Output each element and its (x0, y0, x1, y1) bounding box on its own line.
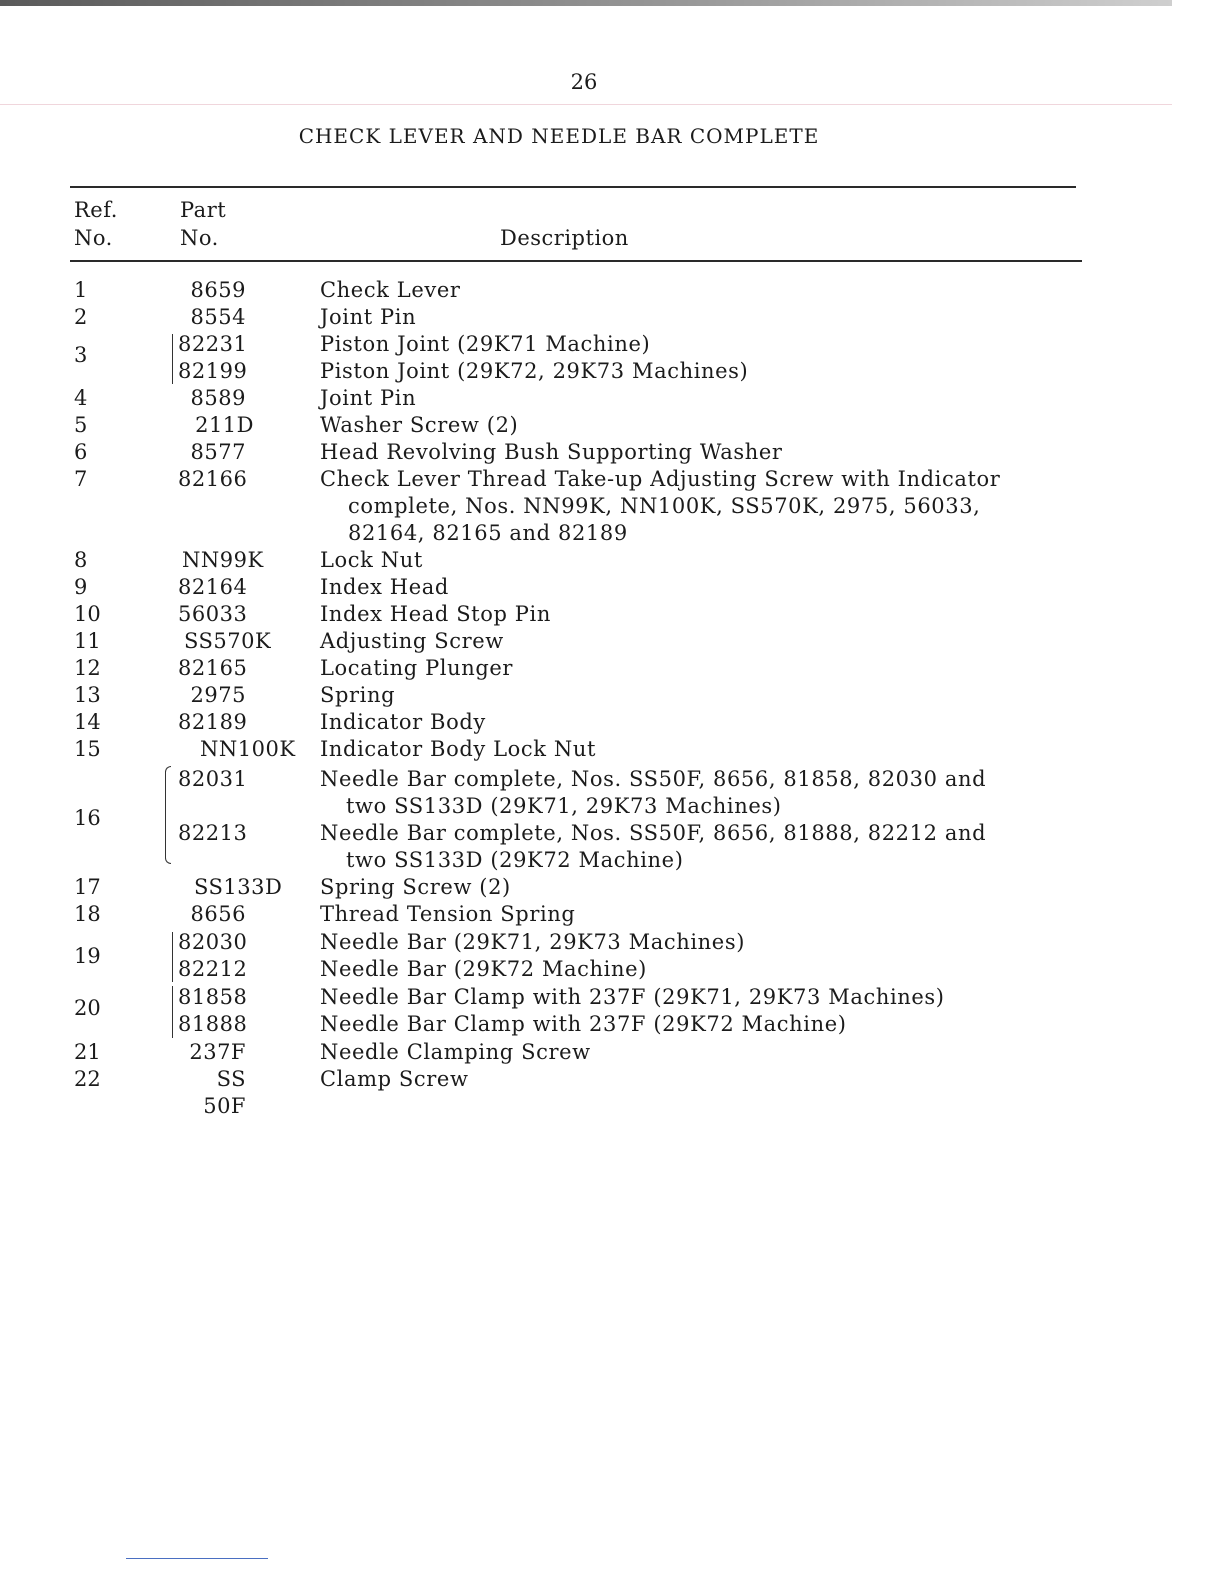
header-ref-line1: Ref. (74, 198, 118, 222)
header-ref-line2: No. (74, 226, 113, 250)
part-no: NN100K (200, 737, 296, 761)
description: Needle Bar (29K71, 29K73 Machines) (320, 930, 745, 954)
group-bracket (172, 334, 178, 384)
part-no: 82164 (178, 575, 248, 599)
table-row (0, 929, 1224, 956)
table-row (0, 766, 1224, 793)
description: Adjusting Screw (320, 629, 504, 653)
ref-no: 1 (74, 278, 88, 302)
group-brace (165, 766, 171, 864)
table-row (0, 331, 1224, 358)
table-row (0, 793, 1224, 820)
table-row (0, 709, 1224, 736)
description: Needle Bar (29K72 Machine) (320, 957, 647, 981)
description: Spring (320, 683, 396, 707)
table-row (0, 385, 1224, 412)
description: Joint Pin (320, 305, 417, 329)
ref-no: 14 (74, 710, 101, 734)
group-ref-no: 20 (74, 996, 101, 1020)
ref-no: 15 (74, 737, 101, 761)
table-row (0, 736, 1224, 763)
page-title: CHECK LEVER AND NEEDLE BAR COMPLETE (298, 124, 820, 148)
part-no: NN99K (182, 548, 264, 572)
description: Indicator Body (320, 710, 486, 734)
group-ref-no: 3 (74, 343, 88, 367)
description-continued: two SS133D (29K72 Machine) (346, 848, 684, 872)
part-no: 82189 (178, 710, 248, 734)
header-rule (0, 104, 1172, 105)
description: Thread Tension Spring (320, 902, 576, 926)
table-row (0, 466, 1224, 493)
part-no: 82166 (178, 467, 248, 491)
description: Needle Clamping Screw (320, 1040, 591, 1064)
part-no: 81888 (178, 1012, 248, 1036)
part-no: 8656 (190, 902, 246, 926)
description: Needle Bar Clamp with 237F (29K71, 29K73 Machines) (320, 985, 945, 1009)
description: Spring Screw (2) (320, 875, 511, 899)
part-no: 82030 (178, 930, 248, 954)
table-row (0, 412, 1224, 439)
ref-no: 10 (74, 602, 101, 626)
part-no: 8589 (190, 386, 246, 410)
description: Piston Joint (29K71 Machine) (320, 332, 651, 356)
part-no: 81858 (178, 985, 248, 1009)
description: Joint Pin (320, 386, 417, 410)
description: Clamp Screw (320, 1067, 469, 1091)
scan-edge (0, 0, 1172, 6)
description-continued: complete, Nos. NN99K, NN100K, SS570K, 2975, 56033, (348, 494, 981, 518)
ref-no: 5 (74, 413, 88, 437)
part-no: 8577 (190, 440, 246, 464)
description: Needle Bar complete, Nos. SS50F, 8656, 81858, 82030 and (320, 767, 987, 791)
description-continued: 82164, 82165 and 82189 (348, 521, 628, 545)
description: Lock Nut (320, 548, 423, 572)
part-no: 82031 (178, 767, 248, 791)
table-row (0, 439, 1224, 466)
part-no: 82231 (178, 332, 248, 356)
table-row (0, 493, 1224, 520)
ref-no: 7 (74, 467, 88, 491)
ref-no: 2 (74, 305, 88, 329)
table-row (0, 820, 1224, 847)
ref-no: 22 (74, 1067, 101, 1091)
ref-no: 17 (74, 875, 101, 899)
table-row (0, 277, 1224, 304)
group-ref-no: 16 (74, 806, 101, 830)
ref-no: 12 (74, 656, 101, 680)
ref-no: 6 (74, 440, 88, 464)
description: Check Lever Thread Take-up Adjusting Screw with Indicator (320, 467, 1001, 491)
table-row (0, 304, 1224, 331)
table-row (0, 847, 1224, 874)
description: Washer Screw (2) (320, 413, 519, 437)
ref-no: 21 (74, 1040, 101, 1064)
table-top-rule (70, 186, 1076, 188)
table-row (0, 547, 1224, 574)
description: Needle Bar Clamp with 237F (29K72 Machine) (320, 1012, 847, 1036)
description: Needle Bar complete, Nos. SS50F, 8656, 81888, 82212 and (320, 821, 987, 845)
table-row (0, 901, 1224, 928)
ref-no: 4 (74, 386, 88, 410)
description: Index Head Stop Pin (320, 602, 551, 626)
description: Piston Joint (29K72, 29K73 Machines) (320, 359, 749, 383)
description-continued: two SS133D (29K71, 29K73 Machines) (346, 794, 782, 818)
scan-mark (126, 1558, 268, 1559)
part-no: 2975 (190, 683, 246, 707)
description: Indicator Body Lock Nut (320, 737, 597, 761)
table-row (0, 628, 1224, 655)
part-no: SS570K (184, 629, 272, 653)
ref-no: 9 (74, 575, 88, 599)
table-row (0, 1011, 1224, 1038)
table-row (0, 1066, 1224, 1118)
part-no: 8659 (190, 278, 246, 302)
part-no: 82165 (178, 656, 248, 680)
ref-no: 8 (74, 548, 88, 572)
group-ref-no: 19 (74, 944, 101, 968)
description: Head Revolving Bush Supporting Washer (320, 440, 783, 464)
ref-no: 13 (74, 683, 101, 707)
table-row (0, 655, 1224, 682)
ref-no: 18 (74, 902, 101, 926)
table-row (0, 574, 1224, 601)
table-row (0, 682, 1224, 709)
page-number: 26 (570, 70, 598, 94)
part-no: SS133D (194, 875, 283, 899)
part-no: 82199 (178, 359, 248, 383)
ref-no: 11 (74, 629, 101, 653)
description: Index Head (320, 575, 449, 599)
table-row (0, 874, 1224, 901)
group-bracket (172, 986, 178, 1038)
part-no: 237F (189, 1040, 246, 1064)
part-no: 56033 (178, 602, 248, 626)
group-bracket (172, 932, 178, 982)
description: Locating Plunger (320, 656, 514, 680)
part-no: 211D (195, 413, 254, 437)
table-header-rule (70, 260, 1082, 262)
table-row (0, 358, 1224, 385)
part-no: 82213 (178, 821, 248, 845)
header-description: Description (500, 226, 629, 250)
part-no: 82212 (178, 957, 248, 981)
table-row (0, 601, 1224, 628)
part-no: SS 50F (203, 1067, 246, 1118)
header-part-line2: No. (180, 226, 219, 250)
table-row (0, 520, 1224, 547)
table-row (0, 956, 1224, 983)
table-row (0, 984, 1224, 1011)
description: Check Lever (320, 278, 461, 302)
part-no: 8554 (190, 305, 246, 329)
header-part-line1: Part (180, 198, 227, 222)
table-row (0, 1039, 1224, 1066)
